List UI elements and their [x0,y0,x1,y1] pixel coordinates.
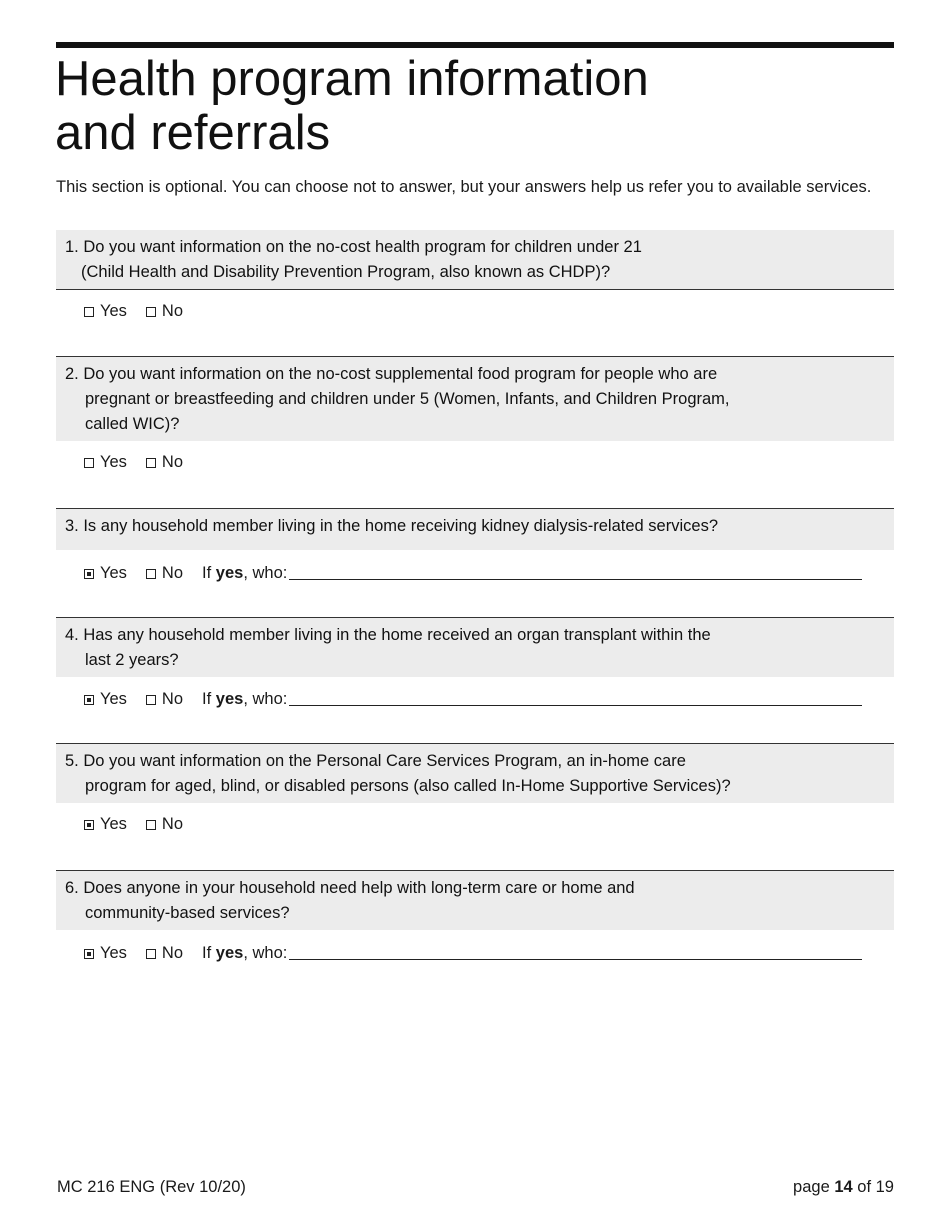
question-1-no-checkbox[interactable] [146,307,156,317]
question-3-no-checkbox[interactable] [146,569,156,579]
page-indicator [793,1178,894,1197]
question-3-yes-label: Yes [100,564,127,582]
page-suffix: of 19 [852,1178,894,1196]
question-4-header [56,617,894,677]
question-4-if-prefix: If [202,690,216,708]
question-5-header [56,743,894,803]
question-3-yes-option[interactable] [84,562,127,584]
question-2-header [56,356,894,441]
question-1-yes-option[interactable] [84,300,127,322]
question-3-header [56,508,894,550]
question-6 [56,870,894,963]
question-6-yes-option[interactable] [84,942,127,964]
question-2-no-checkbox[interactable] [146,458,156,468]
question-4-answers [56,687,894,709]
question-6-text-line-2: community-based services? [85,904,290,922]
question-3-text-line-1: 3. Is any household member living in the home receiving kidney dialysis-related services? [65,517,718,535]
question-3-if-yes-label [202,562,287,584]
form-id: MC 216 ENG (Rev 10/20) [57,1178,246,1196]
question-4-text-line-2: last 2 years? [85,651,179,669]
question-4-if-bold: yes [215,690,244,708]
question-3-if-prefix: If [202,564,216,582]
question-6-if-suffix: , who: [243,944,288,962]
question-2 [56,356,894,473]
question-5-no-checkbox[interactable] [146,820,156,830]
question-4-who-field[interactable] [289,689,862,706]
question-4-yes-checkbox[interactable] [84,695,94,705]
question-5-no-option[interactable] [146,813,183,835]
question-6-if-bold: yes [215,944,244,962]
question-2-text-line-3: called WIC)? [85,415,180,433]
question-2-yes-label: Yes [100,453,127,471]
question-5-text-line-2: program for aged, blind, or disabled persons (also called In-Home Supportive Services)? [85,777,731,795]
question-4-if-yes-label [202,688,287,710]
question-4-no-label: No [161,690,184,708]
question-2-text-line-2: pregnant or breastfeeding and children under 5 (Women, Infants, and Children Program, [85,390,730,408]
question-2-text-line-1: 2. Do you want information on the no-cost supplemental food program for people who are [65,365,718,383]
question-1-no-label: No [161,302,184,320]
page-number: 14 [834,1178,853,1196]
question-6-if-yes-label [202,942,287,964]
question-6-header [56,870,894,930]
question-1-text-line-1: 1. Do you want information on the no-cost health program for children under 21 [65,238,642,256]
question-3-no-option[interactable] [146,562,183,584]
question-3-answers [56,561,894,583]
question-1-text-line-2: (Child Health and Disability Prevention Program, also known as CHDP)? [81,263,611,281]
question-2-no-option[interactable] [146,451,183,473]
question-1-answers [56,300,894,322]
page-title-line-2: and referrals [55,106,331,160]
question-6-answers [56,941,894,963]
question-1-yes-label: Yes [100,302,127,320]
question-3-yes-checkbox[interactable] [84,569,94,579]
question-6-no-checkbox[interactable] [146,949,156,959]
question-1-header [56,230,894,290]
question-5 [56,743,894,835]
question-3-if-bold: yes [215,564,244,582]
question-4-no-checkbox[interactable] [146,695,156,705]
question-6-text-line-1: 6. Does anyone in your household need help with long-term care or home and [65,879,635,897]
question-1-yes-checkbox[interactable] [84,307,94,317]
question-6-who-field[interactable] [289,943,862,960]
question-6-yes-checkbox[interactable] [84,949,94,959]
question-4 [56,617,894,709]
intro-text: This section is optional. You can choose not to answer, but your answers help us refer you to available services. [56,178,872,196]
question-2-no-label: No [161,453,184,471]
top-rule [56,42,894,48]
question-1 [56,230,894,322]
question-6-if-prefix: If [202,944,216,962]
question-2-yes-option[interactable] [84,451,127,473]
question-5-text-line-1: 5. Do you want information on the Personal Care Services Program, an in-home care [65,752,686,770]
question-4-no-option[interactable] [146,688,183,710]
question-4-yes-option[interactable] [84,688,127,710]
question-5-yes-checkbox[interactable] [84,820,94,830]
question-3-who-field[interactable] [289,563,862,580]
question-4-yes-label: Yes [100,690,127,708]
question-6-no-option[interactable] [146,942,183,964]
question-4-text-line-1: 4. Has any household member living in the home received an organ transplant within the [65,626,711,644]
question-5-yes-option[interactable] [84,813,127,835]
question-2-yes-checkbox[interactable] [84,458,94,468]
question-1-no-option[interactable] [146,300,183,322]
question-3 [56,508,894,583]
page-prefix: page [793,1178,835,1196]
question-6-no-label: No [161,944,184,962]
question-3-no-label: No [161,564,184,582]
question-2-answers [56,451,894,473]
question-4-if-suffix: , who: [243,690,288,708]
question-5-answers [56,813,894,835]
question-5-yes-label: Yes [100,815,127,833]
page-title-line-1: Health program information [55,52,649,106]
page-title [55,52,649,160]
question-5-no-label: No [161,815,184,833]
question-3-if-suffix: , who: [243,564,288,582]
question-6-yes-label: Yes [100,944,127,962]
